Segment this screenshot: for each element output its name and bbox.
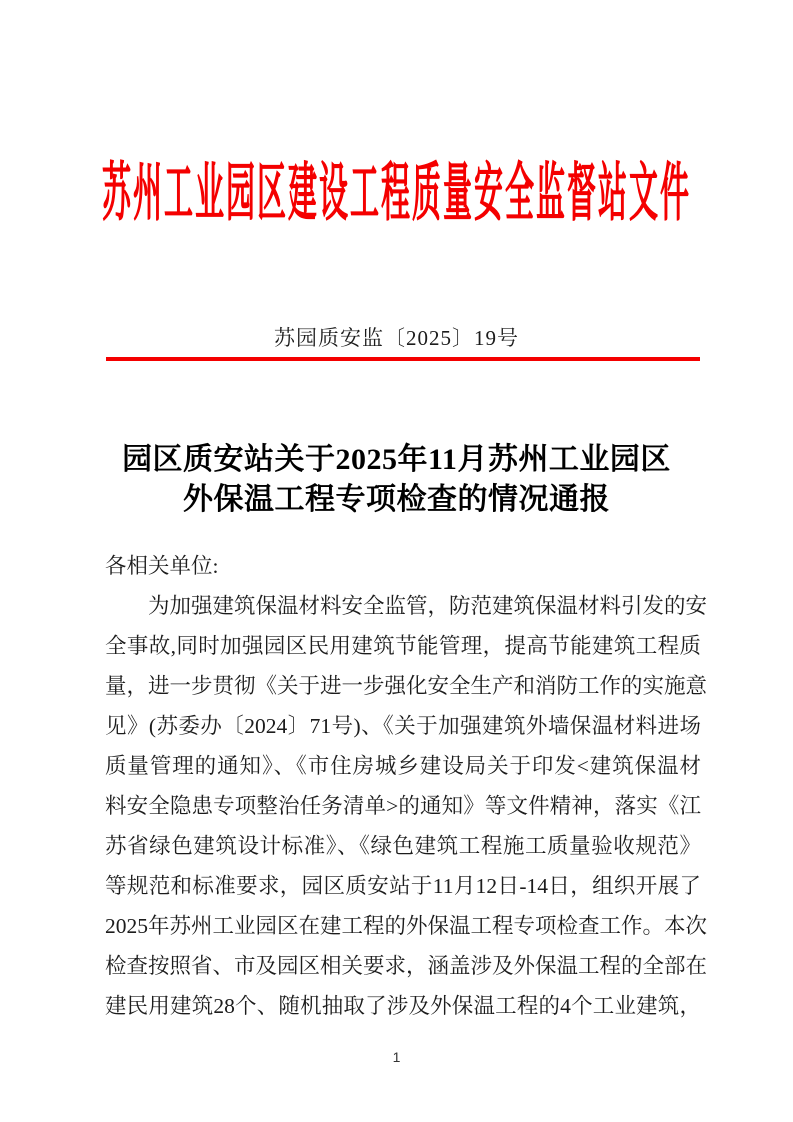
document-title-line2: 外保温工程专项检查的情况通报: [183, 483, 610, 516]
paragraph-line: 检查按照省、市及园区相关要求，涵盖涉及外保温工程的全部在: [105, 954, 708, 978]
document-title: [0, 440, 793, 520]
paragraph-line: 全事故,同时加强园区民用建筑节能管理，提高节能建筑工程质: [105, 634, 701, 658]
paragraph-line: 量，进一步贯彻《关于进一步强化安全生产和消防工作的实施意: [105, 674, 708, 698]
paragraph-line: 见》(苏委办〔2024〕71号)、《关于加强建筑外墙保温材料进场: [105, 714, 701, 738]
body-paragraph: [105, 586, 708, 1026]
paragraph-line: 为加强建筑保温材料安全监管，防范建筑保温材料引发的安: [148, 594, 708, 618]
page-number: 1: [392, 1049, 401, 1065]
agency-letterhead-title: 苏州工业园区建设工程质量安全监督站文件: [101, 159, 691, 230]
paragraph-line: 质量管理的通知》、《市住房城乡建设局关于印发<建筑保温材: [105, 754, 701, 778]
paragraph-line: 料安全隐患专项整治任务清单>的通知》等文件精神，落实《江: [105, 794, 701, 818]
paragraph-line: 等规范和标准要求，园区质安站于11月12日-14日，组织开展了: [105, 874, 701, 898]
red-divider-line: [106, 357, 700, 361]
paragraph-line: 2025年苏州工业园区在建工程的外保温工程专项检查工作。本次: [105, 914, 708, 938]
document-title-line1: 园区质安站关于2025年11月苏州工业园区: [122, 443, 671, 476]
salutation: 各相关单位:: [105, 554, 219, 578]
paragraph-line: 建民用建筑28个、随机抽取了涉及外保温工程的4个工业建筑，: [105, 994, 701, 1018]
paragraph-line: 苏省绿色建筑设计标准》、《绿色建筑工程施工质量验收规范》: [105, 834, 701, 858]
document-number: 苏园质安监〔2025〕19号: [274, 326, 519, 350]
document-body: [105, 546, 708, 1026]
